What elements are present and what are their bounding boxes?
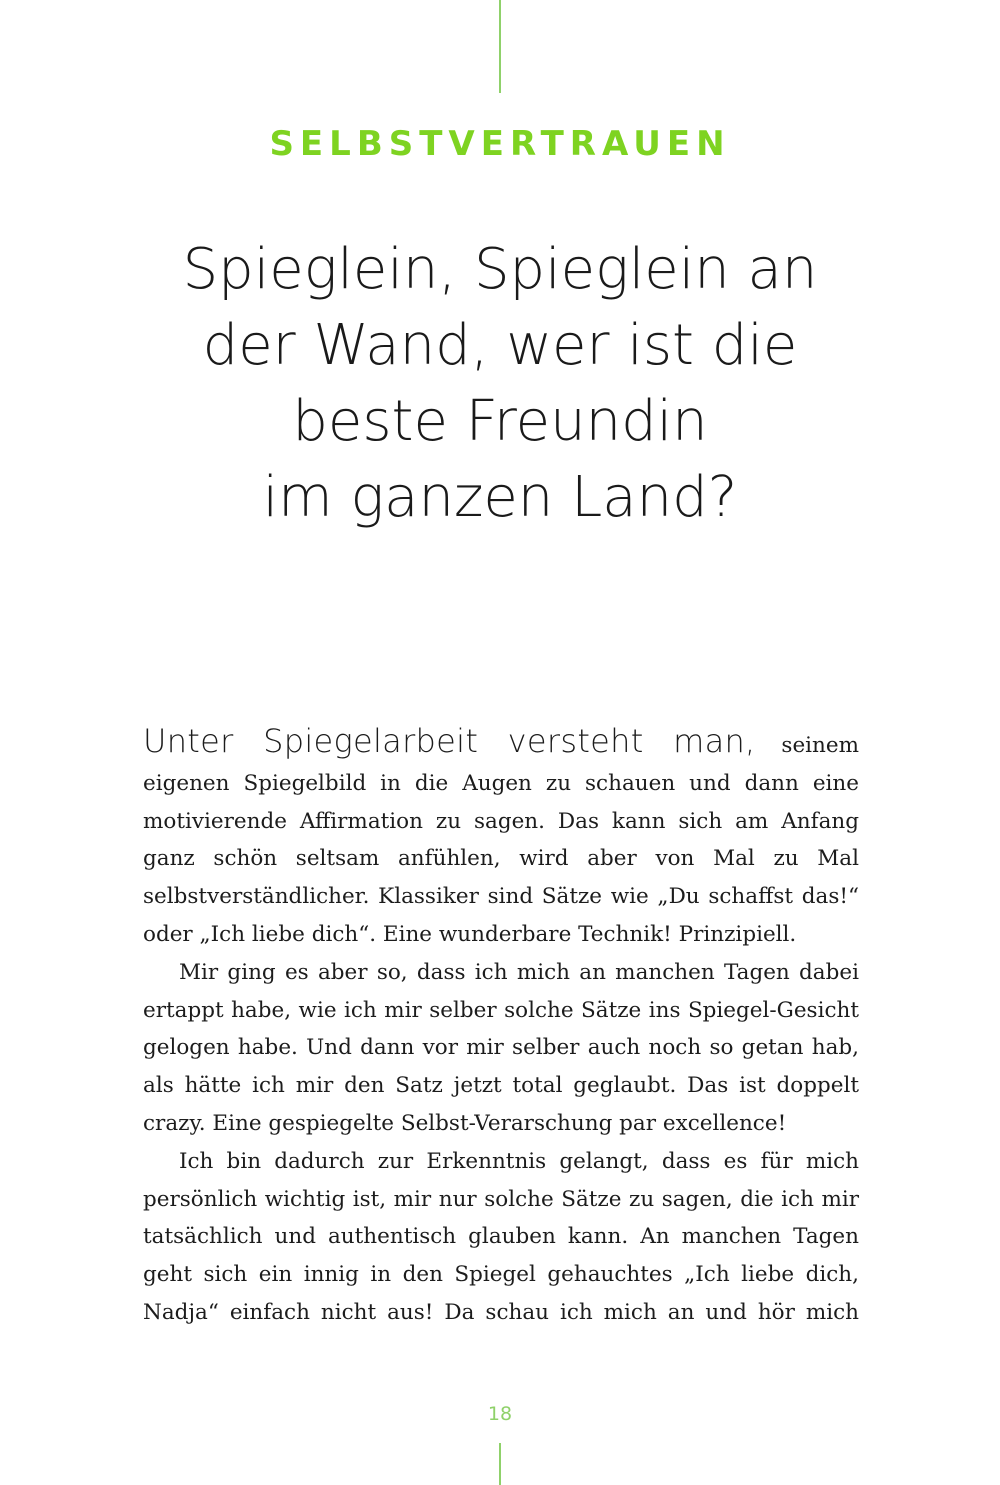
page-headline bbox=[100, 232, 900, 536]
headline-line: Spieglein, Spieglein an bbox=[182, 237, 818, 302]
page-number: 18 bbox=[487, 1403, 513, 1425]
headline-line: im ganzen Land? bbox=[262, 465, 738, 530]
bottom-divider-line bbox=[499, 1443, 501, 1485]
paragraph-1 bbox=[143, 723, 859, 954]
headline-line: der Wand, wer ist die bbox=[202, 313, 798, 378]
paragraph-2: Mir ging es aber so, dass ich mich an manchen Tagen dabei ertappt habe, wie ich mir selber solche Sätze ins Spiegel-Gesicht gelogen habe. Und dann vor mir selber auch noch so getan hab, als hätte ich mir den Satz jetzt total geglaubt. Das ist doppelt crazy. Eine gespiegelte Selbst-Verarschung par excellence! bbox=[143, 959, 859, 1136]
headline-line: beste Freundin bbox=[292, 389, 708, 454]
paragraph-3: Ich bin dadurch zur Erkenntnis gelangt, dass es für mich persönlich wichtig ist, mir nur solche Sätze zu sagen, die ich mir tatsächlich und authentisch glauben kann. An manchen Tagen geht sich ein innig in den Spiegel gehauchtes „Ich liebe dich, Nadja“ einfach nicht aus! Da schau ich mich an und hör mich bbox=[143, 1148, 859, 1325]
top-divider-line bbox=[499, 0, 501, 93]
paragraph-1-text: seinem eigenen Spiegelbild in die Augen zu schauen und dann eine motivierende Affirmation zu sagen. Das kann sich am Anfang ganz schön seltsam anfühlen, wird aber von Mal zu Mal selbstverständlicher. Klassiker sind Sätze wie „Du schaffst das!“ oder „Ich liebe dich“. Eine wunderbare Technik! Prinzipiell. bbox=[143, 733, 859, 947]
section-label: SELBSTVERTRAUEN bbox=[269, 124, 731, 164]
body-text bbox=[143, 723, 859, 1332]
lead-in-text: Unter Spiegelarbeit versteht man, bbox=[143, 722, 756, 760]
